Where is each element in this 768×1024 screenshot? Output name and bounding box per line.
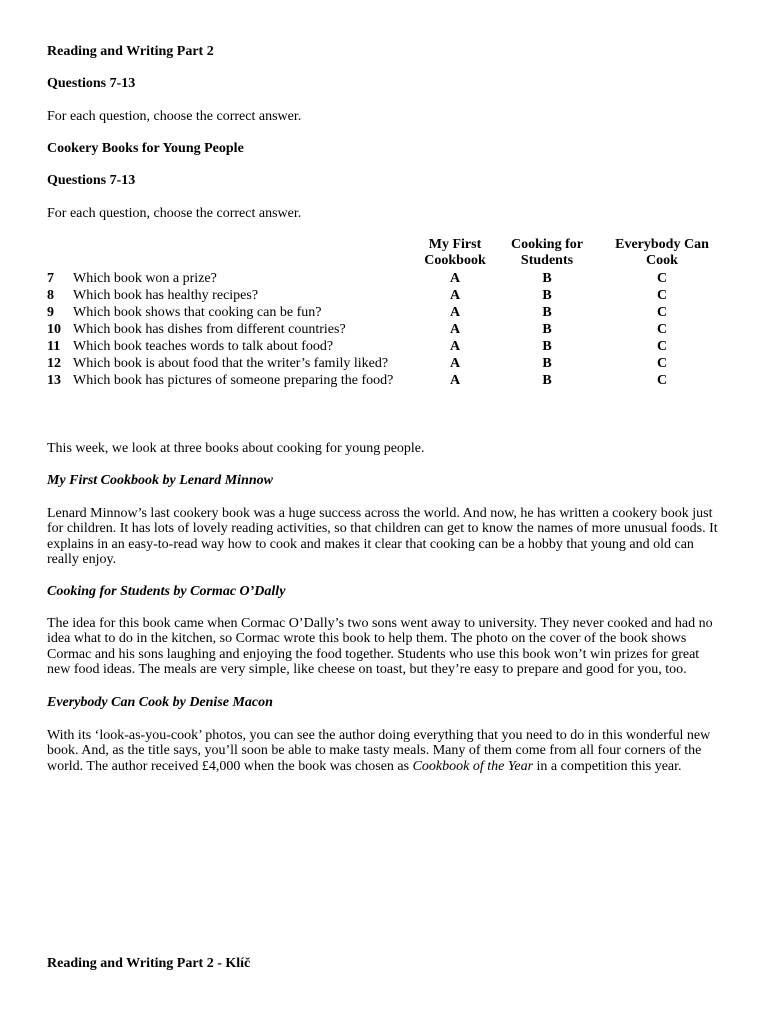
column-header-line: Cooking for xyxy=(511,237,583,252)
option-a: A xyxy=(449,356,461,371)
book-description-part: With its ‘look-as-you-cook’ photos, you can see the author doing everything that you need to do in this wonderful new book. And, as the title says, you’ll soon be able to make tasty meals. Many of them come from all four corners of the world. The author received £4,000 when the book was chosen as xyxy=(47,728,711,774)
book-heading-cooking-for-students: Cooking for Students by Cormac O’Dally xyxy=(47,584,286,599)
option-b: B xyxy=(542,288,552,303)
question-text: Which book won a prize? xyxy=(73,271,217,286)
option-c: C xyxy=(656,322,668,337)
page-title: Reading and Writing Part 2 xyxy=(47,44,214,59)
option-a: A xyxy=(449,373,461,388)
question-number: 10 xyxy=(47,322,61,337)
option-b: B xyxy=(542,322,552,337)
table-row xyxy=(47,372,717,389)
instruction-text: For each question, choose the correct answer. xyxy=(47,109,302,124)
option-b: B xyxy=(542,373,552,388)
questions-table xyxy=(47,237,717,389)
option-a: A xyxy=(449,271,461,286)
table-row xyxy=(47,355,717,372)
question-number: 9 xyxy=(47,305,54,320)
section-questions-range: Questions 7-13 xyxy=(47,173,136,188)
question-text: Which book has dishes from different countries? xyxy=(73,322,346,337)
question-number: 7 xyxy=(47,271,54,286)
table-row xyxy=(47,270,717,287)
column-header-cooking-for-students xyxy=(487,237,607,270)
column-header-line: Students xyxy=(520,253,574,268)
question-text: Which book has healthy recipes? xyxy=(73,288,259,303)
option-c: C xyxy=(656,339,668,354)
column-header-line: Everybody Can xyxy=(615,237,709,252)
column-header-my-first-cookbook xyxy=(423,237,487,270)
question-header xyxy=(73,237,423,270)
book-description-my-first-cookbook: Lenard Minnow’s last cookery book was a huge success across the world. And now, he has written a cookery book just for children. It has lots of lovely reading activities, so that children can get to know the names of more unusual foods. It explains in an easy-to-read way how to cook and makes it clear that cooking can be a hobby that young and old can really enjoy. xyxy=(47,506,718,567)
competition-title: Cookbook of the Year xyxy=(412,758,534,774)
book-description-part: in a competition this year. xyxy=(533,758,682,774)
option-b: B xyxy=(542,356,552,371)
footer-title: Reading and Writing Part 2 - Klíč xyxy=(47,956,251,971)
option-c: C xyxy=(656,373,668,388)
column-header-everybody-can-cook xyxy=(607,237,717,270)
question-number: 8 xyxy=(47,288,54,303)
question-text: Which book shows that cooking can be fun? xyxy=(73,305,322,320)
question-number: 11 xyxy=(47,339,61,354)
question-text: Which book is about food that the writer’s family liked? xyxy=(73,356,389,371)
option-b: B xyxy=(542,305,552,320)
option-a: A xyxy=(449,339,461,354)
option-a: A xyxy=(449,322,461,337)
num-header xyxy=(47,237,73,270)
questions-range-heading: Questions 7-13 xyxy=(47,76,136,91)
option-c: C xyxy=(656,305,668,320)
table-row xyxy=(47,287,717,304)
option-c: C xyxy=(656,271,668,286)
book-heading-everybody-can-cook: Everybody Can Cook by Denise Macon xyxy=(47,695,273,710)
question-number: 12 xyxy=(47,356,61,371)
book-heading-my-first-cookbook: My First Cookbook by Lenard Minnow xyxy=(47,473,273,488)
question-text: Which book teaches words to talk about food? xyxy=(73,339,334,354)
option-a: A xyxy=(449,305,461,320)
option-a: A xyxy=(449,288,461,303)
table-row xyxy=(47,338,717,355)
section-title: Cookery Books for Young People xyxy=(47,141,244,156)
column-header-line: My First xyxy=(428,237,482,252)
table-header-row xyxy=(47,237,717,270)
question-text: Which book has pictures of someone preparing the food? xyxy=(73,373,394,388)
question-number: 13 xyxy=(47,373,61,388)
book-description-cooking-for-students: The idea for this book came when Cormac O’Dally’s two sons went away to university. They never cooked and had no idea what to do in the kitchen, so Cormac wrote this book to help them. The photo on the cover of the book shows Cormac and his sons laughing and enjoying the food together. Students who use this book won’t win prizes for great new food ideas. The meals are very simple, like cheese on toast, but they’re easy to prepare and good for you, too. xyxy=(47,616,713,677)
section-instruction: For each question, choose the correct answer. xyxy=(47,206,302,221)
column-header-line: Cook xyxy=(646,253,678,268)
table-row xyxy=(47,304,717,321)
intro-text: This week, we look at three books about cooking for young people. xyxy=(47,441,425,456)
option-c: C xyxy=(656,356,668,371)
book-description-everybody-can-cook xyxy=(47,728,723,774)
option-c: C xyxy=(656,288,668,303)
column-header-line: Cookbook xyxy=(424,253,486,268)
option-b: B xyxy=(542,339,552,354)
table-row xyxy=(47,321,717,338)
option-b: B xyxy=(542,271,552,286)
